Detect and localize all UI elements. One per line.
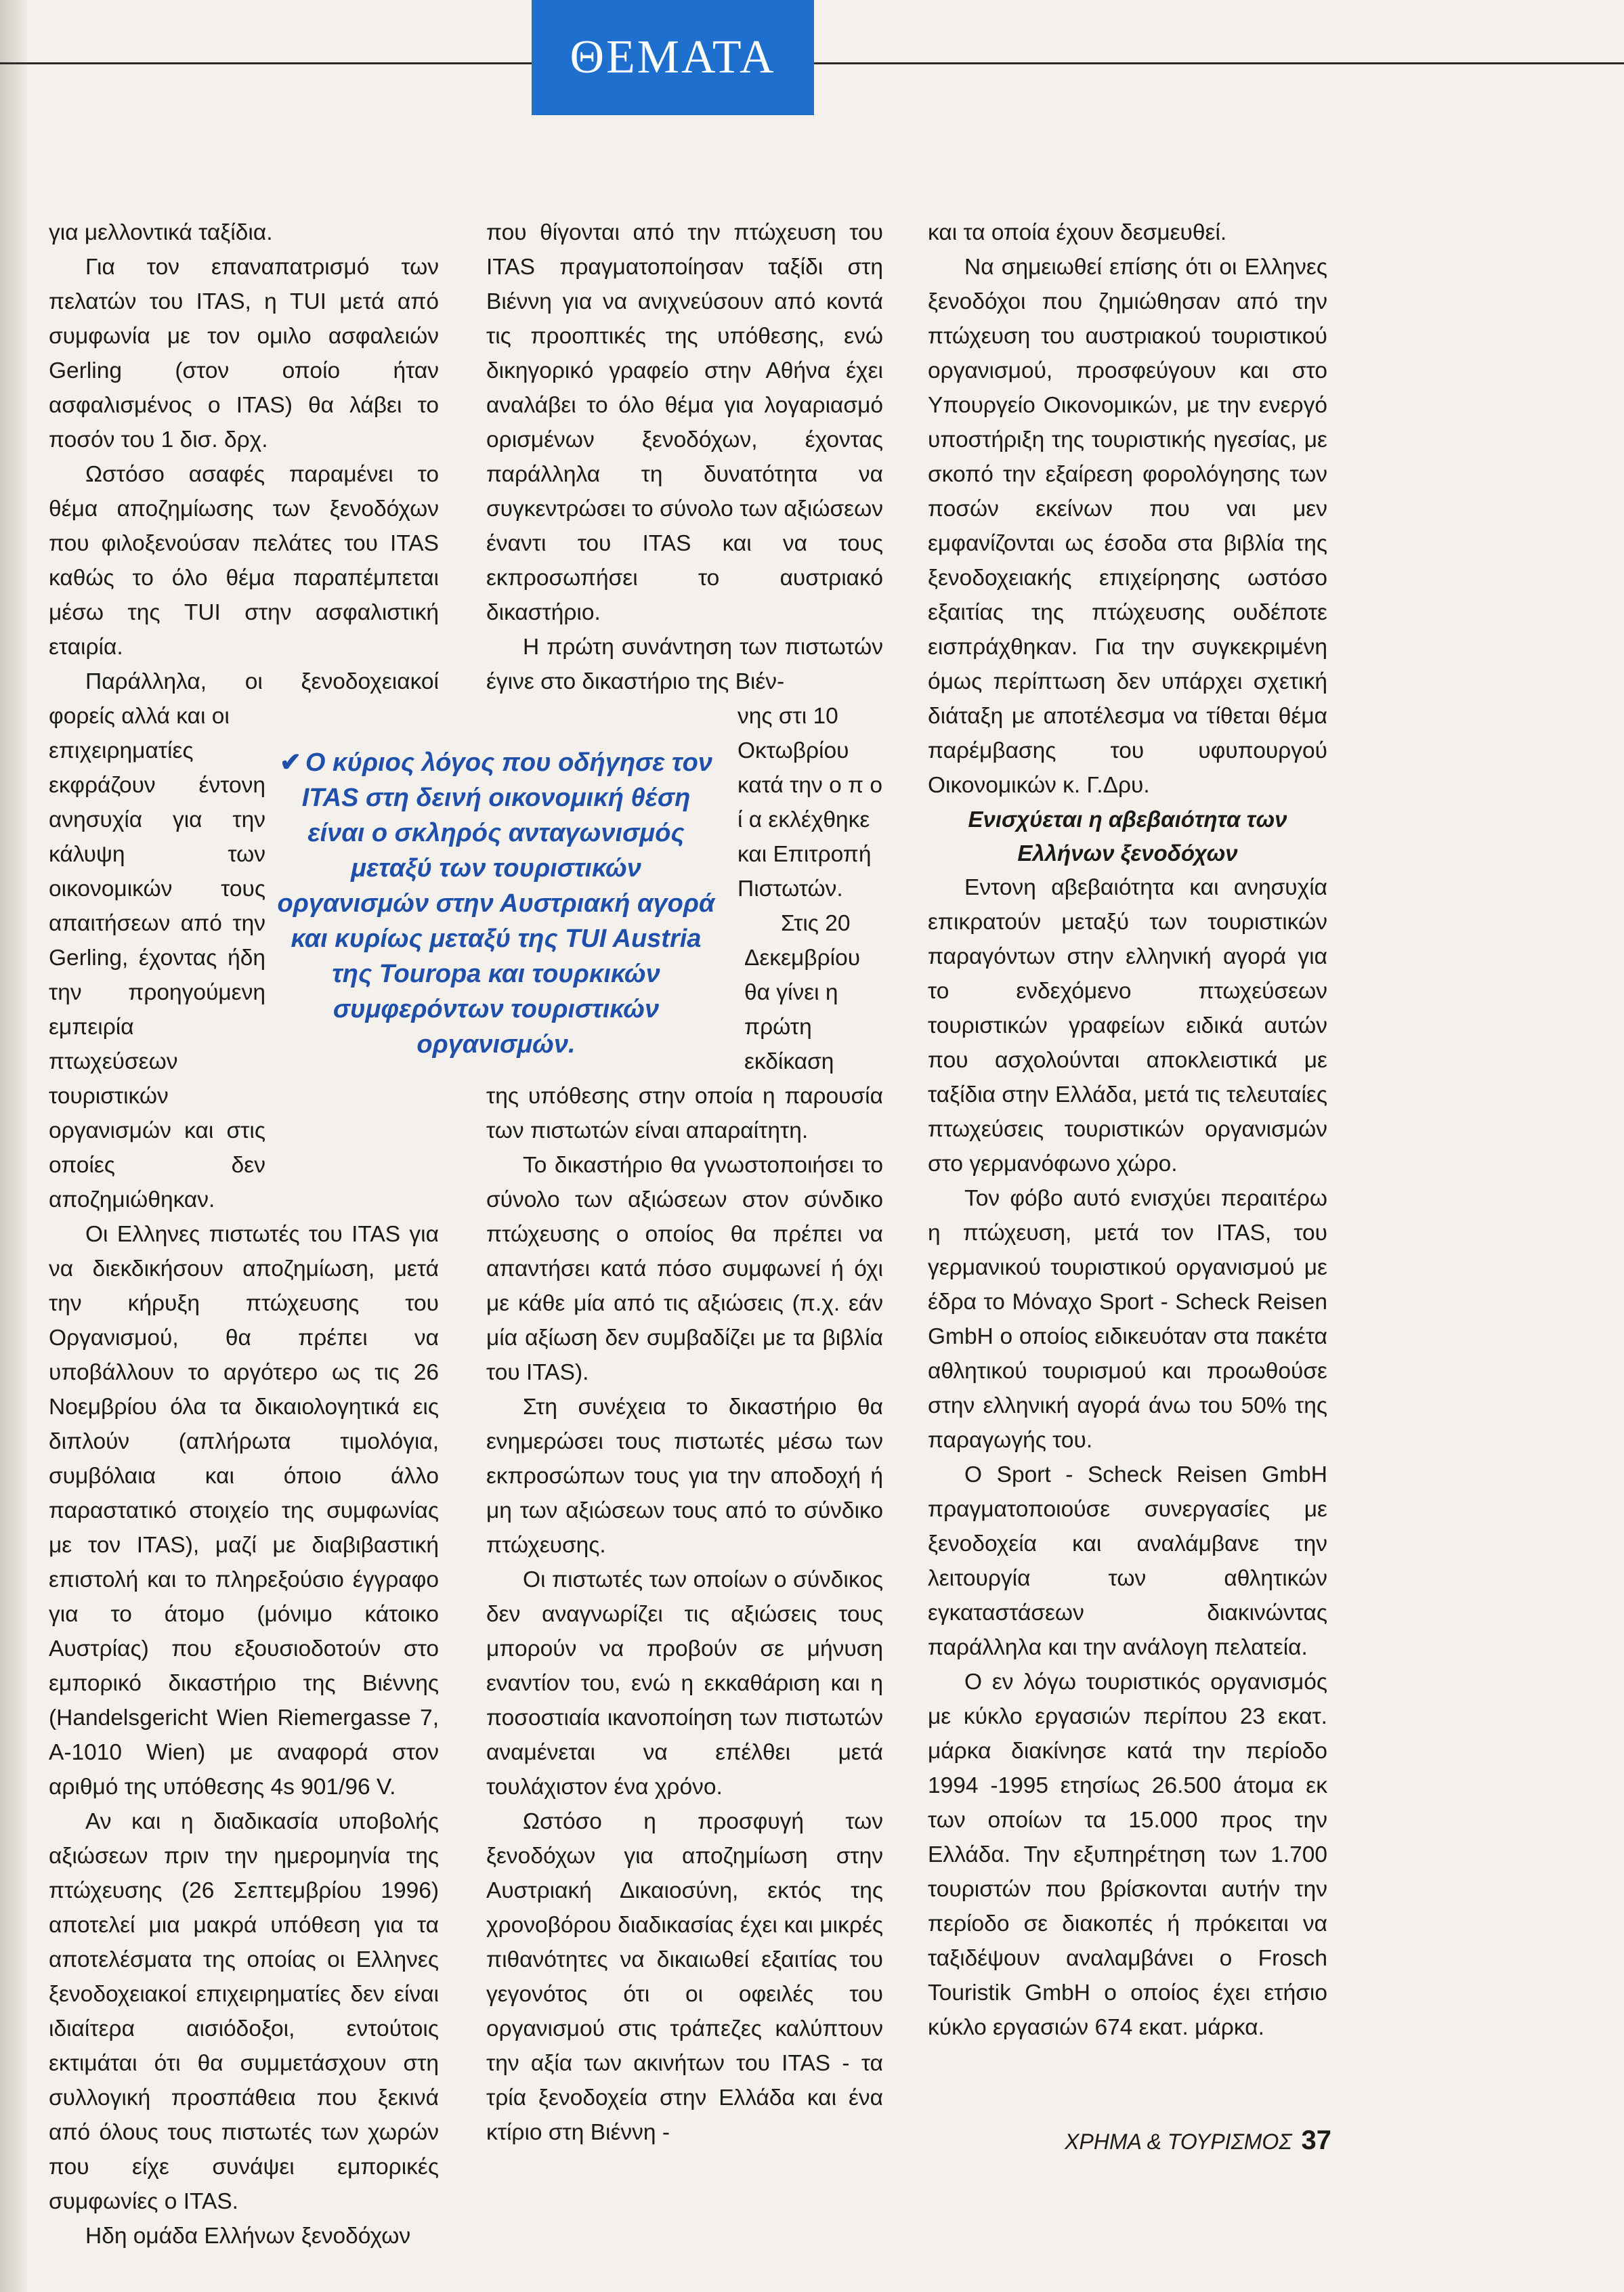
paragraph: για μελλοντικά ταξίδια. [49, 220, 273, 245]
paragraph: Ηδη ομάδα Ελλήνων ξενοδόχων [85, 2224, 411, 2249]
paragraph: Για τον επαναπατρισμό των πελατών του ITAS, η TUI μετά από συμφωνία με τον ομιλο ασφαλειών Gerling (στον οποίο ήταν ασφαλισμένος ο ITAS) θα λάβει το ποσόν του 1 δισ. δρχ. [49, 255, 439, 452]
paragraph: Παράλληλα, οι ξενοδοχειακοί φορείς αλλά και οι [49, 669, 439, 729]
column-3 [928, 215, 1327, 2045]
paragraph: που θίγονται από την πτώχευση του ITAS πραγματοποίησαν ταξίδι στη Βιέννη για να ανιχνεύσουν από κοντά τις προοπτικές της υπόθεσης, ενώ δικηγορικό γραφείο στην Αθήνα έχει αναλάβει το όλο θέμα για λογαριασμό ορισμένων ξενοδόχων, έχοντας παράλληλα τη δυνατότητα να συγκεντρώσει το σύνολο των αξιώσεων έναντι του ITAS και να τους εκπροσωπήσει το αυστριακό δικαστήριο. [486, 220, 883, 625]
section-title: ΘΕΜΑΤΑ [570, 31, 776, 83]
paragraph: Στη συνέχεια το δικαστήριο θα ενημερώσει τους πιστωτές μέσω των εκπροσώπων τους για την αποδοχή ή μη των αξιώσεων τους από το σύνδικο πτώχευσης. [486, 1395, 883, 1558]
page-edge [0, 0, 27, 2292]
paragraph-wrapped: επιχειρηματίες εκφράζουν έντονη ανησυχία για την κάλυψη των οικονομικών τους απαιτήσεων από την Gerling, έχοντας ήδη την προηγούμενη εμπειρία πτωχεύσεων τουριστικών οργανισμών και στις οποίες δεν αποζημιώθηκαν. [49, 738, 265, 1212]
paragraph: Οι Ελληνες πιστωτές του ITAS για να διεκδικήσουν αποζημίωση, μετά την κήρυξη πτώχευσης του Οργανισμού, θα πρέπει να υποβάλλουν το αργότερο ως τις 26 Νοεμβρίου όλα τα δικαιολογητικά εις διπλούν (απλήρωτα τιμολόγια, συμβόλαια και όποιο άλλο παραστατικό στοιχείο της συμφωνίας με τον ITAS), μαζί με διαβιβαστική επιστολή και το πληρεξούσιο έγγραφο για το άτομο (μόνιμο κάτοικο Αυστρίας) που εξουσιοδοτούν στο εμπορικό δικαστήριο της Βιέννης (Handelsgericht Wien Riemergasse 7, A-1010 Wien) με αναφορά στον αριθμό της υπόθεσης 4s 901/96 V. [49, 1222, 439, 1800]
pull-quote [274, 745, 718, 1062]
section-tab [532, 0, 814, 115]
column-1 [49, 215, 439, 2253]
paragraph: Οι πιστωτές των οποίων ο σύνδικος δεν αναγνωρίζει τις αξιώσεις τους μπορούν να προβούν σε μήνυση εναντίον του, ενώ η εκκαθάριση και η ποσοστιαία ικανοποίηση των πιστωτών αναμένεται να επέλθει μετά τουλάχιστον ένα χρόνο. [486, 1567, 883, 1800]
subheading: Ενισχύεται η αβεβαιότητα των Ελλήνων ξενοδόχων [968, 807, 1287, 866]
checkmark-icon: ✔ [280, 748, 301, 777]
paragraph: Εντονη αβεβαιότητα και ανησυχία επικρατούν μεταξύ των τουριστικών παραγόντων στην ελληνική αγορά για το ενδεχόμενο πτωχεύσεων τουριστικών γραφείων ειδικά αυτών που ασχολούνται αποκλειστικά με ταξίδια στην Ελλάδα, μετά τις τελευταίες πτωχεύσεις τουριστικών οργανισμών στο γερμανόφωνο χώρο. [928, 875, 1327, 1176]
paragraph: Ωστόσο ασαφές παραμένει το θέμα αποζημίωσης των ξενοδόχων που φιλοξενούσαν πελάτες του ITAS καθώς το όλο θέμα παραπέμπεται μέσω της TUI στην ασφαλιστική εταιρία. [49, 462, 439, 660]
paragraph: Ωστόσο η προσφυγή των ξενοδόχων για αποζημίωση στην Αυστριακή Δικαιοσύνη, εκτός της χρονοβόρου διαδικασίας έχει και μικρές πιθανότητες να δικαιωθεί εξαιτίας του γεγονότος ότι οι οφειλές του οργανισμού στις τράπεζες καλύπτουν την αξία των ακινήτων του ITAS - τα τρία ξενοδοχεία στην Ελλάδα και ένα κτίριο στη Βιέννη - [486, 1809, 883, 2145]
magazine-name: ΧΡΗΜΑ & ΤΟΥΡΙΣΜΟΣ [1065, 2129, 1292, 2154]
paragraph-wrapped: νης στι 10 Οκτωβρίου κατά την ο π ο ί α εκλέχθηκε και Επιτροπή Πιστωτών. [738, 704, 883, 901]
pull-quote-text: Ο κύριος λόγος που οδήγησε τον ITAS στη δεινή οικονομική θέση είναι ο σκληρός ανταγωνισμός μεταξύ των τουριστικών οργανισμών στην Αυστριακή αγορά και κυρίως μεταξύ της TUI Austria της Touropa και τουρκικών συμφερόντων τουριστικών οργανισμών. [277, 748, 715, 1059]
paragraph-wrapped: Στις 20 Δεκεμβρίου θα γίνει η πρώτη εκδίκαση [744, 911, 861, 1074]
paragraph: και τα οποία έχουν δεσμευθεί. [928, 220, 1227, 245]
page-footer [1065, 2125, 1331, 2156]
paragraph: Ο Sport - Scheck Reisen GmbH πραγματοποιούσε συνεργασίες με ξενοδοχεία και αναλάμβανε την λειτουργία των αθλητικών εγκαταστάσεων διακινώντας παράλληλα και την ανάλογη πελατεία. [928, 1462, 1327, 1660]
column-2 [486, 215, 883, 2150]
paragraph: Τον φόβο αυτό ενισχύει περαιτέρω η πτώχευση, μετά τον ITAS, του γερμανικού τουριστικού οργανισμού με έδρα το Μόναχο Sport - Scheck Reisen GmbH ο οποίος ειδικευόταν στα πακέτα αθλητικού τουρισμού και προωθούσε στην ελληνική αγορά άνω του 50% της παραγωγής του. [928, 1186, 1327, 1453]
paragraph: Ο εν λόγω τουριστικός οργανισμός με κύκλο εργασιών περίπου 23 εκατ. μάρκα διακίνησε κατά την περίοδο 1994 -1995 ετησίως 26.500 άτομα εκ των οποίων τα 15.000 προς την Ελλάδα. Την εξυπηρέτηση των 1.700 τουριστών που βρίσκονται αυτήν την περίοδο σε διακοπές ή πρόκειται να ταξιδέψουν αναλαμβάνει ο Frosch Touristik GmbH ο οποίος έχει ετήσιο κύκλο εργασιών 674 εκατ. μάρκα. [928, 1670, 1327, 2040]
page-number: 37 [1301, 2125, 1331, 2155]
paragraph: της υπόθεσης στην οποία η παρουσία των πιστωτών είναι απαραίτητη. [486, 1084, 883, 1143]
paragraph: Αν και η διαδικασία υποβολής αξιώσεων πριν την ημερομηνία της πτώχευσης (26 Σεπτεμβρίου 1996) αποτελεί μια μακρά υπόθεση για τα αποτελέσματα της οποίας οι Ελληνες ξενοδοχειακοί επιχειρηματίες δεν είναι ιδιαίτερα αισιόδοξοι, εντούτοις εκτιμάται ότι θα συμμετάσχουν στη συλλογική προσπάθεια που ξεκινά από όλους τους πιστωτές των χωρών που είχε συνάψει εμπορικές συμφωνίες ο ITAS. [49, 1809, 439, 2214]
paragraph: Να σημειωθεί επίσης ότι οι Ελληνες ξενοδόχοι που ζημιώθησαν από την πτώχευση του αυστριακού τουριστικού οργανισμού, προσφεύγουν και στο Υπουργείο Οικονομικών, με την ενεργό υποστήριξη της τουριστικής ηγεσίας, με σκοπό την εξαίρεση φορολόγησης των ποσών εκείνων που ναι μεν εμφανίζονται ως έσοδα στα βιβλία της ξενοδοχειακής επιχείρησης ωστόσο εξαιτίας της πτώχευσης ουδέποτε εισπράχθηκαν. Για την συγκεκριμένη όμως περίπτωση δεν υπάρχει σχετική διάταξη με αποτέλεσμα να τίθεται θέμα παρέμβασης του υφυπουργού Οικονομικών κ. Γ.Δρυ. [928, 255, 1327, 798]
paragraph: Το δικαστήριο θα γνωστοποιήσει το σύνολο των αξιώσεων στον σύνδικο πτώχευσης ο οποίος θα πρέπει να απαντήσει κατά πόσο συμφωνεί ή όχι με κάθε μία από τις αξιώσεις (π.χ. εάν μία αξίωση δεν συμβαδίζει με τα βιβλία του ITAS). [486, 1153, 883, 1385]
paragraph: Η πρώτη συνάντηση των πιστωτών έγινε στο δικαστήριο της Βιέν- [486, 635, 883, 694]
